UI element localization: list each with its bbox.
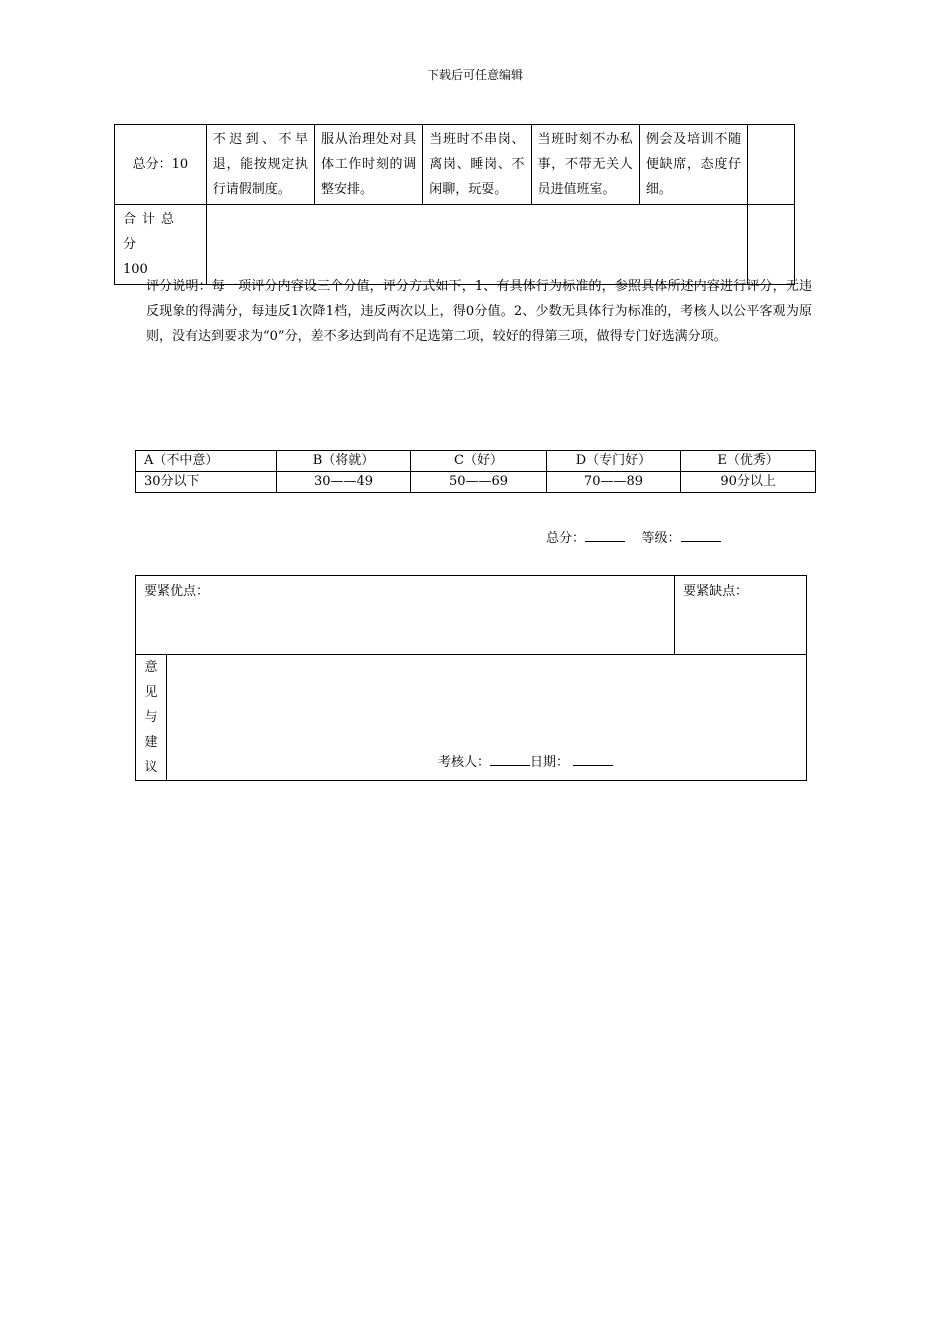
opinion-char: 建 [144,735,158,750]
date-label: 日期： [530,755,570,770]
scoring-note: 评分说明：每一项评分内容设三个分值，评分方式如下，1、有具体行为标准的，参照具体所述内容进行评分，无违反现象的得满分，每违反1次降1档，违反两次以上，得0分值。2、少数无具体行为标准的，考核人以公平客观为原则，没有达到要求为“0”分，差不多达到尚有不足选第二项，较好的得第三项，做得专门好选满分项。 [146,279,812,344]
summary-line [546,527,721,546]
grade-header: E（优秀） [681,451,816,472]
grade-header: A（不中意） [136,451,277,472]
grade-range: 70——89 [546,472,681,493]
reviewer-field[interactable] [490,753,530,766]
grade-range: 30分以下 [136,472,277,493]
opinion-char: 与 [144,710,158,725]
grade-range: 90分以上 [681,472,816,493]
total-score-field[interactable] [585,529,625,542]
opinion-row [136,655,807,781]
score-row [115,125,795,205]
grade-level-field[interactable] [681,529,721,542]
opinion-label [136,655,167,781]
review-table [135,575,807,781]
criterion-cell: 不迟到、不早退，能按规定执行请假制度。 [206,125,314,205]
cons-cell[interactable] [675,576,807,655]
score-table [114,124,795,285]
grade-header-row [136,451,816,472]
opinion-char: 议 [144,760,158,775]
criterion-cell: 当班时不串岗、离岗、睡岗、不闲聊，玩耍。 [423,125,531,205]
grade-table [135,450,816,493]
opinion-char: 见 [144,685,158,700]
total-value: 100 [123,262,148,277]
grade-level-label: 等级： [641,531,681,546]
pros-cell[interactable] [136,576,675,655]
reviewer-label: 考核人： [438,755,491,770]
total-row [115,205,795,285]
total-score-label: 总分： [546,531,586,546]
sign-line [438,751,613,770]
criterion-cell: 例会及培训不随便缺席，态度仔细。 [639,125,747,205]
score-label: 总分：10 [115,125,207,205]
date-field[interactable] [573,753,613,766]
header-note: 下载后可任意编辑 [426,68,523,82]
total-input-cell[interactable] [748,205,795,285]
total-label-text: 合计总分 [123,212,181,252]
opinion-char: 意 [144,660,158,675]
pros-cons-row [136,576,807,655]
grade-range: 50——69 [411,472,546,493]
grade-range-row [136,472,816,493]
cons-label: 要紧缺点： [683,584,749,599]
total-label [115,205,207,285]
grade-header: B（将就） [276,451,411,472]
criterion-cell: 当班时刻不办私事，不带无关人员进值班室。 [531,125,639,205]
opinion-body[interactable] [167,655,807,781]
grade-range: 30——49 [276,472,411,493]
grade-header: C（好） [411,451,546,472]
criterion-cell: 服从治理处对具体工作时刻的调整安排。 [315,125,423,205]
pros-label: 要紧优点： [144,584,210,599]
grade-header: D（专门好） [546,451,681,472]
score-input-cell[interactable] [748,125,795,205]
total-content-cell [206,205,747,285]
